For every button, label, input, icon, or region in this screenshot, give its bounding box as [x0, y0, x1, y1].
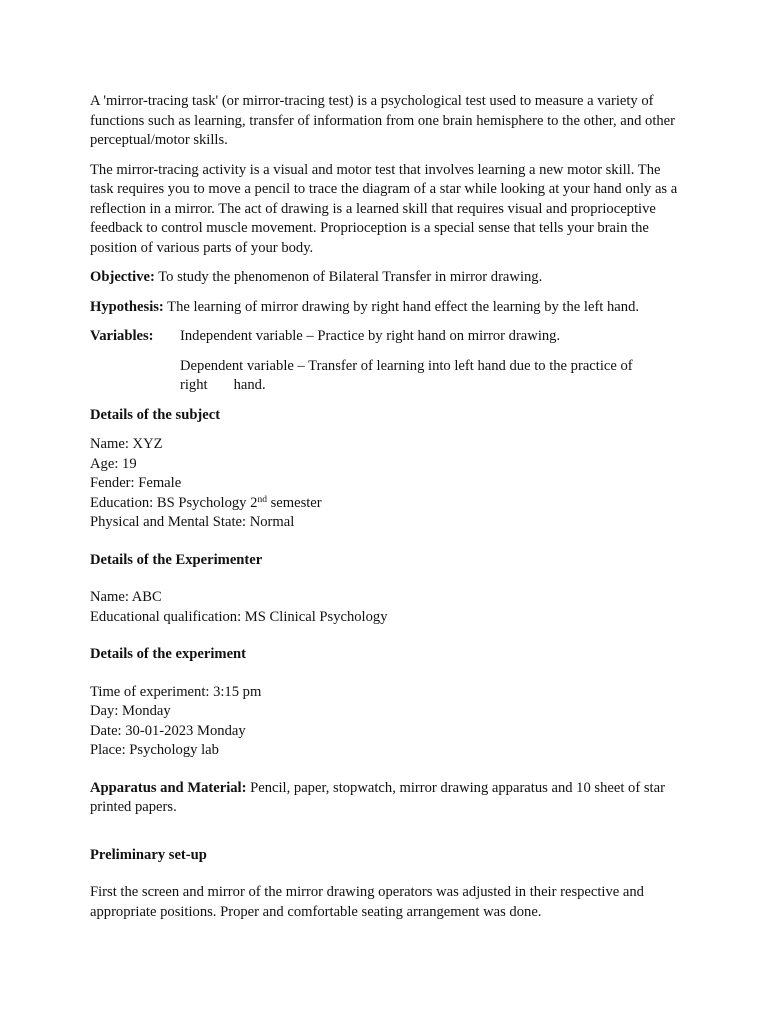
- apparatus-text: Pencil, paper, stopwatch, mirror drawing apparatus and 10 sheet of star printed papers.: [90, 779, 665, 815]
- hypothesis-paragraph: [90, 298, 680, 318]
- experimenter-details: [90, 588, 680, 627]
- subject-name: Name: XYZ: [90, 436, 163, 452]
- experiment-place: Place: Psychology lab: [90, 742, 219, 758]
- subject-education-prefix: Education: BS Psychology 2: [90, 494, 258, 511]
- hypothesis-text: The learning of mirror drawing by right hand effect the learning by the left hand.: [163, 298, 640, 315]
- variables-row: [90, 327, 680, 347]
- hypothesis-label: Hypothesis:: [90, 298, 164, 315]
- subject-state: Physical and Mental State: Normal: [90, 514, 295, 530]
- subject-education: [90, 494, 680, 514]
- subject-gender: Fender: Female: [90, 475, 182, 491]
- dependent-variable: [180, 357, 680, 396]
- document-page: [90, 92, 680, 922]
- apparatus-paragraph: [90, 779, 680, 818]
- experimenter-name: Name: ABC: [90, 589, 162, 605]
- objective-label: Objective:: [90, 269, 155, 285]
- dependent-variable-word-hand: hand.: [233, 377, 266, 393]
- subject-age: Age: 19: [90, 455, 137, 472]
- subject-education-suffix: semester: [266, 494, 322, 511]
- subject-details: [90, 435, 680, 533]
- experimenter-heading: Details of the Experimenter: [90, 551, 263, 568]
- variables-label: Variables:: [90, 328, 154, 344]
- experiment-details: [90, 683, 680, 761]
- objective-paragraph: [90, 268, 680, 288]
- dependent-variable-line1: Dependent variable – Transfer of learning into left hand due to the practice of: [180, 357, 633, 374]
- setup-paragraph: First the screen and mirror of the mirror drawing operators was adjusted in their respective and appropriate positions. Proper and comfortable seating arrangement was done.: [90, 884, 644, 920]
- apparatus-label: Apparatus and Material:: [90, 779, 247, 796]
- experiment-day: Day: Monday: [90, 703, 171, 719]
- experiment-heading: Details of the experiment: [90, 646, 247, 662]
- intro-paragraph-2: The mirror-tracing activity is a visual and motor test that involves learning a new motor skill. The task requires you to move a pencil to trace the diagram of a star while looking at your hand only as a reflection in a mirror. The act of drawing is a learned skill that requires visual and proprioceptive feedback to control muscle movement. Proprioception is a special sense that tells your brain the position of various parts of your body.: [90, 161, 678, 256]
- independent-variable: Independent variable – Practice by right hand on mirror drawing.: [180, 328, 561, 344]
- experimenter-qualification: Educational qualification: MS Clinical Psychology: [90, 608, 388, 625]
- setup-heading: Preliminary set-up: [90, 846, 207, 863]
- objective-text: To study the phenomenon of Bilateral Transfer in mirror drawing.: [154, 269, 543, 285]
- experiment-time: Time of experiment: 3:15 pm: [90, 683, 262, 700]
- subject-heading: Details of the subject: [90, 406, 221, 423]
- dependent-variable-word-right: right: [180, 377, 208, 393]
- intro-paragraph-1: A 'mirror-tracing task' (or mirror-tracing test) is a psychological test used to measure a variety of functions such as learning, transfer of information from one brain hemisphere to the other, and other perceptual/motor skills.: [90, 93, 676, 148]
- subject-education-sup: nd: [257, 494, 267, 505]
- experiment-date: Date: 30-01-2023 Monday: [90, 722, 246, 739]
